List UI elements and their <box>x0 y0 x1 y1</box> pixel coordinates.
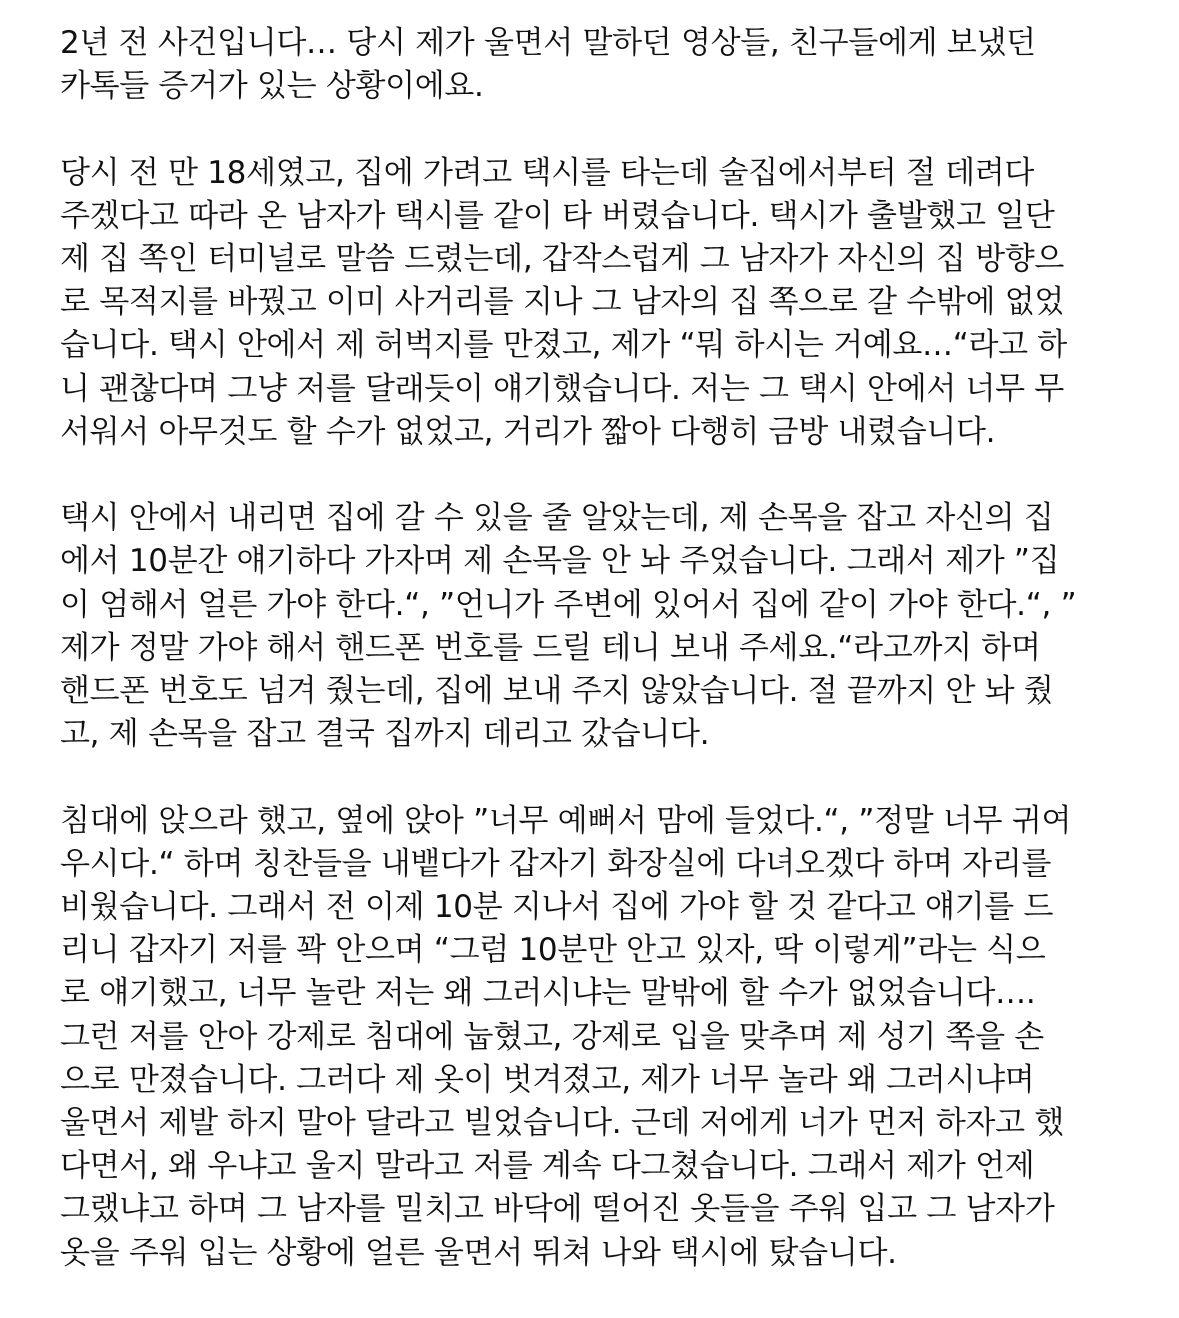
text-line: 제 집 쪽인 터미널로 말씀 드렸는데, 갑작스럽게 그 남자가 자신의 집 방향으 <box>60 241 1065 277</box>
text-line: 니 괜찮다며 그냥 저를 달래듯이 얘기했습니다. 저는 그 택시 안에서 너무 무 <box>60 370 1065 407</box>
text-line: 카톡들 증거가 있는 상황이에요. <box>60 68 484 105</box>
text-line: 로 얘기했고, 너무 놀란 저는 왜 그러시냐는 말밖에 할 수가 없었습니다…. <box>60 975 1036 1012</box>
paragraph-1 <box>60 22 1130 108</box>
text-line: 울면서 제발 하지 말아 달라고 빌었습니다. 근데 저에게 너가 먼저 하자고 했 <box>60 1105 1065 1142</box>
text-line: 옷을 주워 입는 상황에 얼른 울면서 뛰쳐 나와 택시에 탔습니다. <box>60 1234 897 1271</box>
text-line: 비웠습니다. 그래서 전 이제 10분 지나서 집에 가야 할 것 같다고 얘기를 드 <box>60 889 1054 926</box>
text-line: 택시 안에서 내리면 집에 갈 수 있을 줄 알았는데, 제 손목을 잡고 자신의 집 <box>60 500 1054 537</box>
text-line: 으로 만졌습니다. 그러다 제 옷이 벗겨졌고, 제가 너무 놀라 왜 그러시냐며 <box>60 1061 1035 1098</box>
text-line: 그랬냐고 하며 그 남자를 밀치고 바닥에 떨어진 옷들을 주워 입고 그 남자가 <box>60 1191 1055 1228</box>
text-line: 고, 제 손목을 잡고 결국 집까지 데리고 갔습니다. <box>60 716 710 753</box>
text-line: 습니다. 택시 안에서 제 허벅지를 만졌고, 제가 “뭐 하시는 거예요…“라고 하 <box>60 327 1067 364</box>
text-line: 주겠다고 따라 온 남자가 택시를 같이 타 버렸습니다. 택시가 출발했고 일단 <box>60 197 1055 234</box>
text-line: 로 목적지를 바꿨고 이미 사거리를 지나 그 남자의 집 쪽으로 갈 수밖에 없었 <box>60 284 1065 321</box>
text-line: 에서 10분간 얘기하다 가자며 제 손목을 안 놔 주었습니다. 그래서 제가 ”집 <box>60 543 1060 580</box>
text-line: 2년 전 사건입니다… 당시 제가 울면서 말하던 영상들, 친구들에게 보냈던 <box>60 25 1036 61</box>
text-line: 리니 갑자기 저를 꽉 안으며 “그럼 10분만 안고 있자, 딱 이렇게”라는 식으 <box>60 932 1046 969</box>
text-line: 침대에 앉으라 했고, 옆에 앉아 ”너무 예뻐서 맘에 들었다.“, ”정말 너무 귀여 <box>60 802 1072 839</box>
paragraph-4 <box>60 800 1130 1275</box>
paragraph-3 <box>60 497 1130 756</box>
text-line: 우시다.“ 하며 칭찬들을 내뱉다가 갑자기 화장실에 다녀오겠다 하며 자리를 <box>60 845 1052 882</box>
text-line: 당시 전 만 18세였고, 집에 가려고 택시를 타는데 술집에서부터 절 데려다 <box>60 154 1035 191</box>
text-line: 서워서 아무것도 할 수가 없었고, 거리가 짧아 다행히 금방 내렸습니다. <box>60 413 996 450</box>
paragraph-2 <box>60 152 1130 454</box>
text-line: 그런 저를 안아 강제로 침대에 눕혔고, 강제로 입을 맞추며 제 성기 쪽을 손 <box>60 1018 1044 1055</box>
text-line: 다면서, 왜 우냐고 울지 말라고 저를 계속 다그쳤습니다. 그래서 제가 언제 <box>60 1148 1035 1185</box>
document-body <box>60 22 1130 1318</box>
text-line: 이 엄해서 얼른 가야 한다.“, ”언니가 주변에 있어서 집에 같이 가야 한다.“, ” <box>60 586 1077 623</box>
text-line: 제가 정말 가야 해서 핸드폰 번호를 드릴 테니 보내 주세요.“라고까지 하며 <box>60 629 1041 666</box>
text-line: 핸드폰 번호도 넘겨 줬는데, 집에 보내 주지 않았습니다. 절 끝까지 안 놔 줬 <box>60 673 1054 710</box>
